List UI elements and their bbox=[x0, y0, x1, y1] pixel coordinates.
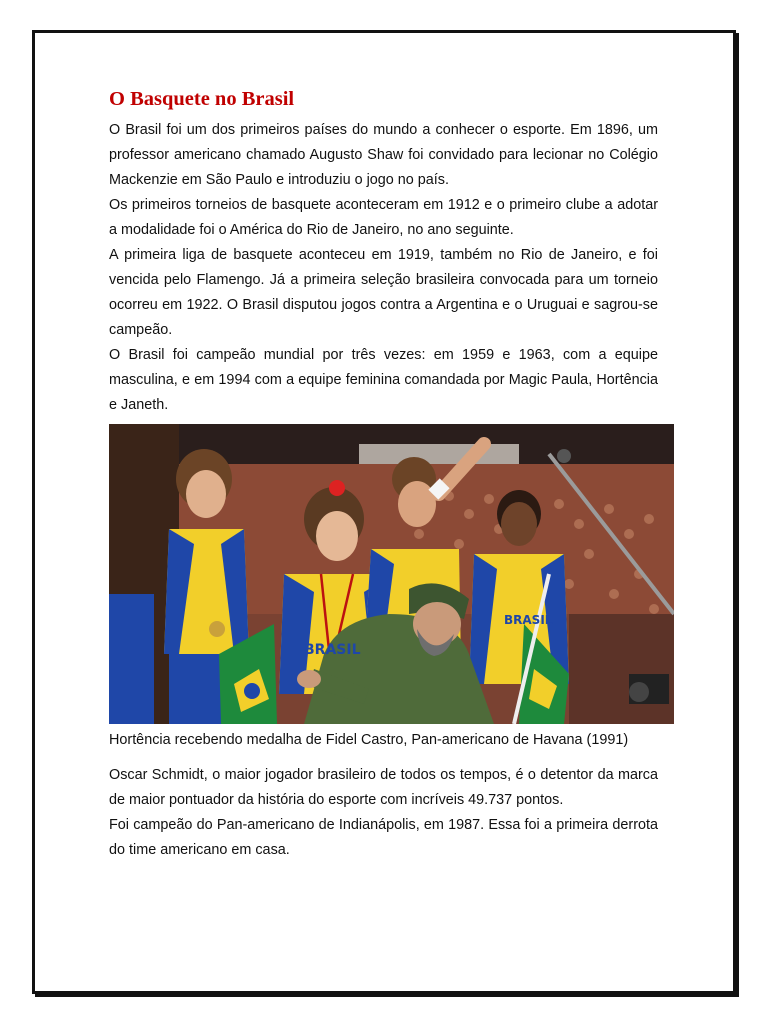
jersey-lettering: BRASIL bbox=[304, 642, 361, 658]
jersey-lettering: BRASIL bbox=[504, 613, 553, 627]
oscar-paragraph: Oscar Schmidt, o maior jogador brasileiro de todos os tempos, é o detentor da marca de maior pontuador da história do esporte com incríveis 49.737 pontos. bbox=[109, 767, 658, 808]
tournaments-paragraph: Os primeiros torneios de basquete aconteceram em 1912 e o primeiro clube a adotar a modalidade foi o América do Rio de Janeiro, no ano seguinte. bbox=[109, 197, 658, 238]
indianapolis-paragraph: Foi campeão do Pan-americano de Indianápolis, em 1987. Essa foi a primeira derrota do time americano em casa. bbox=[109, 817, 658, 858]
championships-paragraph: O Brasil foi campeão mundial por três vezes: em 1959 e 1963, com a equipe masculina, e em 1994 com a equipe feminina comandada por Magic Paula, Hortência e Janeth. bbox=[109, 347, 658, 413]
league-paragraph: A primeira liga de basquete aconteceu em 1919, também no Rio de Janeiro, e foi vencida pelo Flamengo. Já a primeira seleção brasileira convocada para um torneio ocorreu em 1922. O Brasil disputou jogos contra a Argentina e o Uruguai e sagrou-se campeão. bbox=[109, 247, 658, 338]
team-photo-illustration bbox=[109, 424, 674, 724]
team-photo bbox=[109, 424, 674, 724]
document-body bbox=[109, 86, 658, 863]
photo-caption: Hortência recebendo medalha de Fidel Castro, Pan-americano de Havana (1991) bbox=[109, 732, 629, 748]
page-title: O Basquete no Brasil bbox=[109, 88, 295, 110]
intro-paragraph: O Brasil foi um dos primeiros países do mundo a conhecer o esporte. Em 1896, um professor americano chamado Augusto Shaw foi convidado para lecionar no Colégio Mackenzie em São Paulo e introduziu o jogo no país. bbox=[109, 122, 658, 188]
